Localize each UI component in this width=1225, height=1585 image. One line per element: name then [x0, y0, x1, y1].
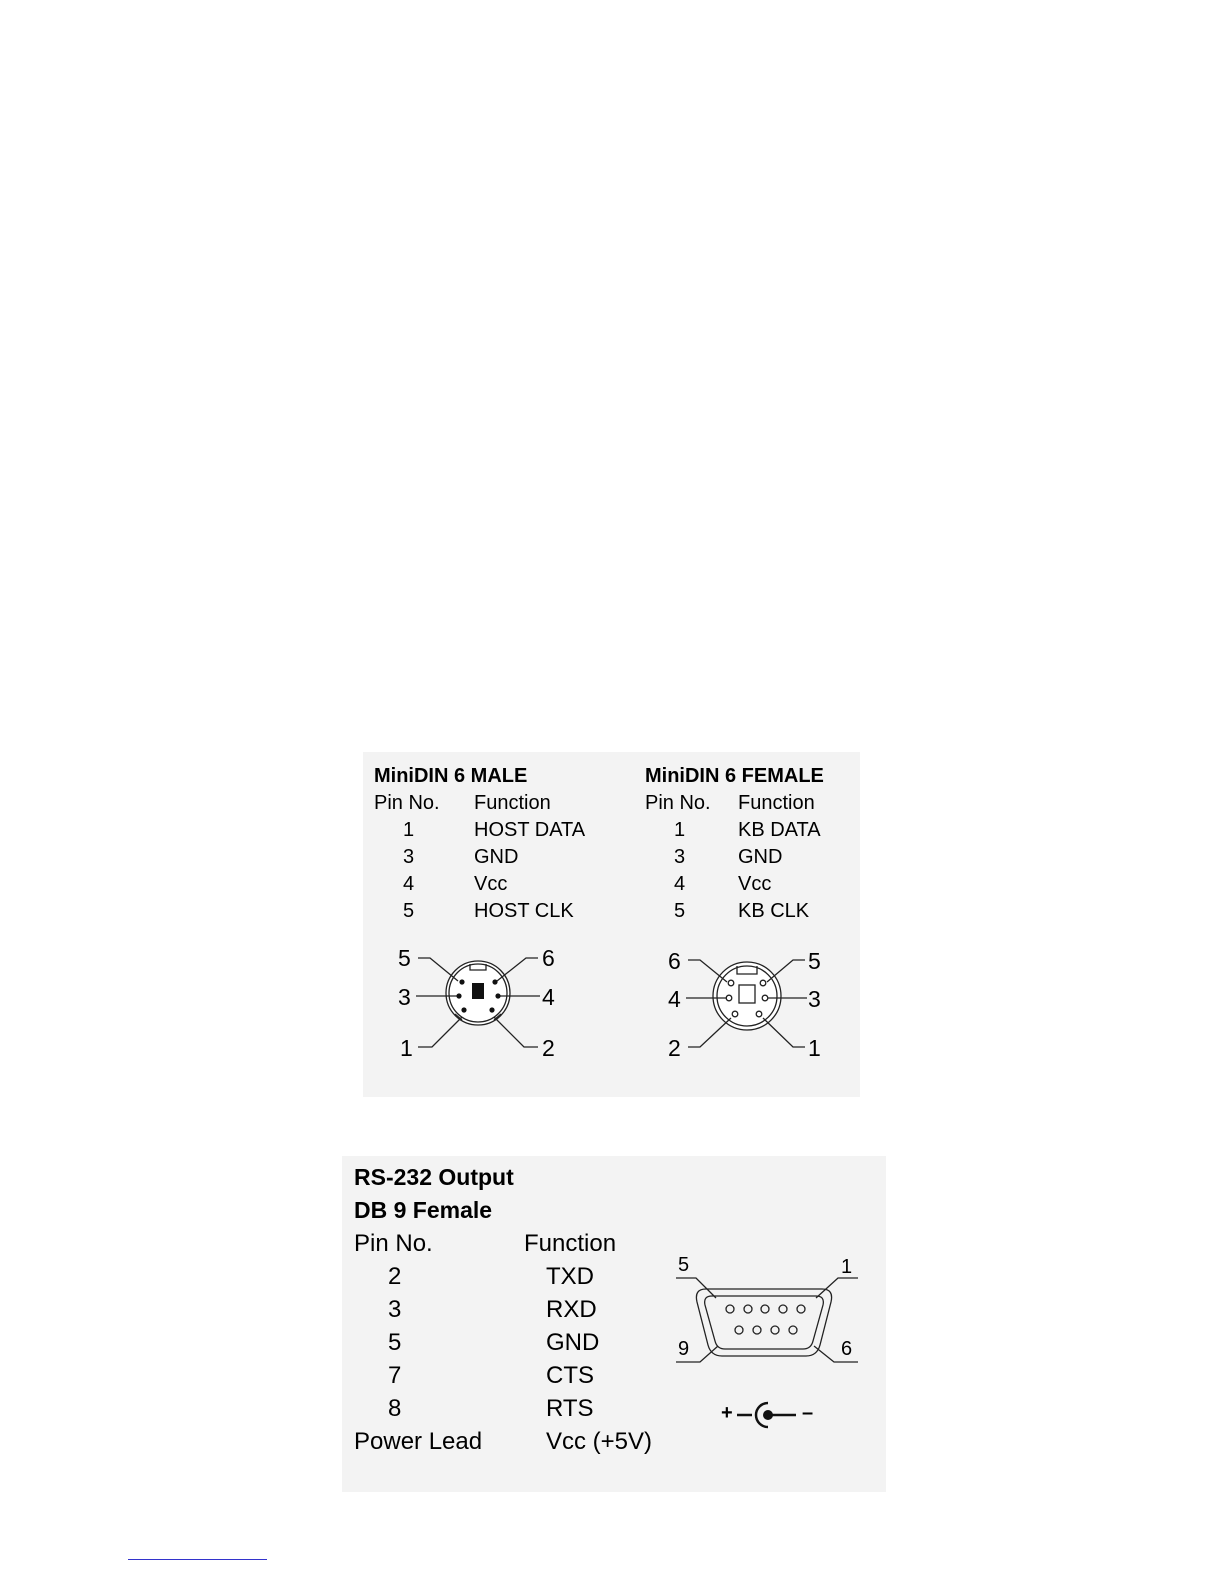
minidin-female-pin: 3: [674, 846, 686, 868]
male-pin-label: 4: [542, 984, 555, 1010]
minidin-female-function: Vcc: [738, 873, 772, 895]
female-pin-label: 6: [668, 948, 681, 974]
polarity-minus: –: [802, 1402, 814, 1424]
power-lead-label: Power Lead: [354, 1428, 483, 1455]
female-pin-label: 1: [808, 1035, 821, 1061]
rs232-subtitle: DB 9 Female: [354, 1197, 493, 1223]
minidin-female-pin: 1: [674, 819, 686, 841]
db9-pin-label: 6: [841, 1338, 853, 1360]
female-pin-label: 3: [808, 986, 821, 1012]
minidin-male-pin: 1: [403, 819, 415, 841]
minidin-female-function-header: Function: [738, 792, 815, 814]
rs232-function-header: Function: [524, 1230, 617, 1257]
male-pin-label: 3: [398, 984, 411, 1010]
minidin-female-function: GND: [738, 846, 783, 868]
rs232-pin: 7: [388, 1362, 402, 1389]
minidin-female-pin: 4: [674, 873, 686, 895]
minidin-male-function: HOST DATA: [474, 819, 586, 841]
minidin-male-pin: 4: [403, 873, 415, 895]
minidin-male-title: MiniDIN 6 MALE: [374, 765, 528, 787]
db9-pin-label: 5: [678, 1254, 690, 1276]
power-lead-value: Vcc (+5V): [546, 1428, 653, 1455]
rs232-pin: 2: [388, 1263, 402, 1290]
minidin-male-function: GND: [474, 846, 519, 868]
minidin-male-function-header: Function: [474, 792, 551, 814]
minidin-male-pin: 3: [403, 846, 415, 868]
rs232-function: RXD: [546, 1296, 597, 1323]
rs232-title: RS-232 Output: [354, 1164, 514, 1190]
minidin-male-function: HOST CLK: [474, 900, 574, 922]
rs232-pin-header: Pin No.: [354, 1230, 433, 1257]
rs232-function: RTS: [546, 1395, 594, 1422]
male-pin-label: 2: [542, 1035, 555, 1061]
polarity-plus: +: [721, 1402, 733, 1424]
minidin-female-function: KB CLK: [738, 900, 810, 922]
rs232-pin: 5: [388, 1329, 402, 1356]
minidin-female-title: MiniDIN 6 FEMALE: [645, 765, 824, 787]
rs232-function: TXD: [546, 1263, 594, 1290]
minidin-male-function: Vcc: [474, 873, 508, 895]
rs232-function: CTS: [546, 1362, 594, 1389]
male-pin-label: 1: [400, 1035, 413, 1061]
minidin-male-pin: 5: [403, 900, 415, 922]
female-pin-label: 5: [808, 948, 821, 974]
db9-pin-label: 1: [841, 1256, 853, 1278]
rs232-pin: 8: [388, 1395, 402, 1422]
female-pin-label: 4: [668, 986, 681, 1012]
male-pin-label: 6: [542, 945, 555, 971]
db9-pin-label: 9: [678, 1338, 690, 1360]
male-pin-label: 5: [398, 945, 411, 971]
footnote-separator: [128, 1559, 267, 1560]
minidin-male-pin-header: Pin No.: [374, 792, 440, 814]
minidin-female-pin-header: Pin No.: [645, 792, 711, 814]
minidin-female-pin: 5: [674, 900, 686, 922]
minidin-female-function: KB DATA: [738, 819, 821, 841]
rs232-function: GND: [546, 1329, 600, 1356]
female-pin-label: 2: [668, 1035, 681, 1061]
rs232-pin: 3: [388, 1296, 402, 1323]
